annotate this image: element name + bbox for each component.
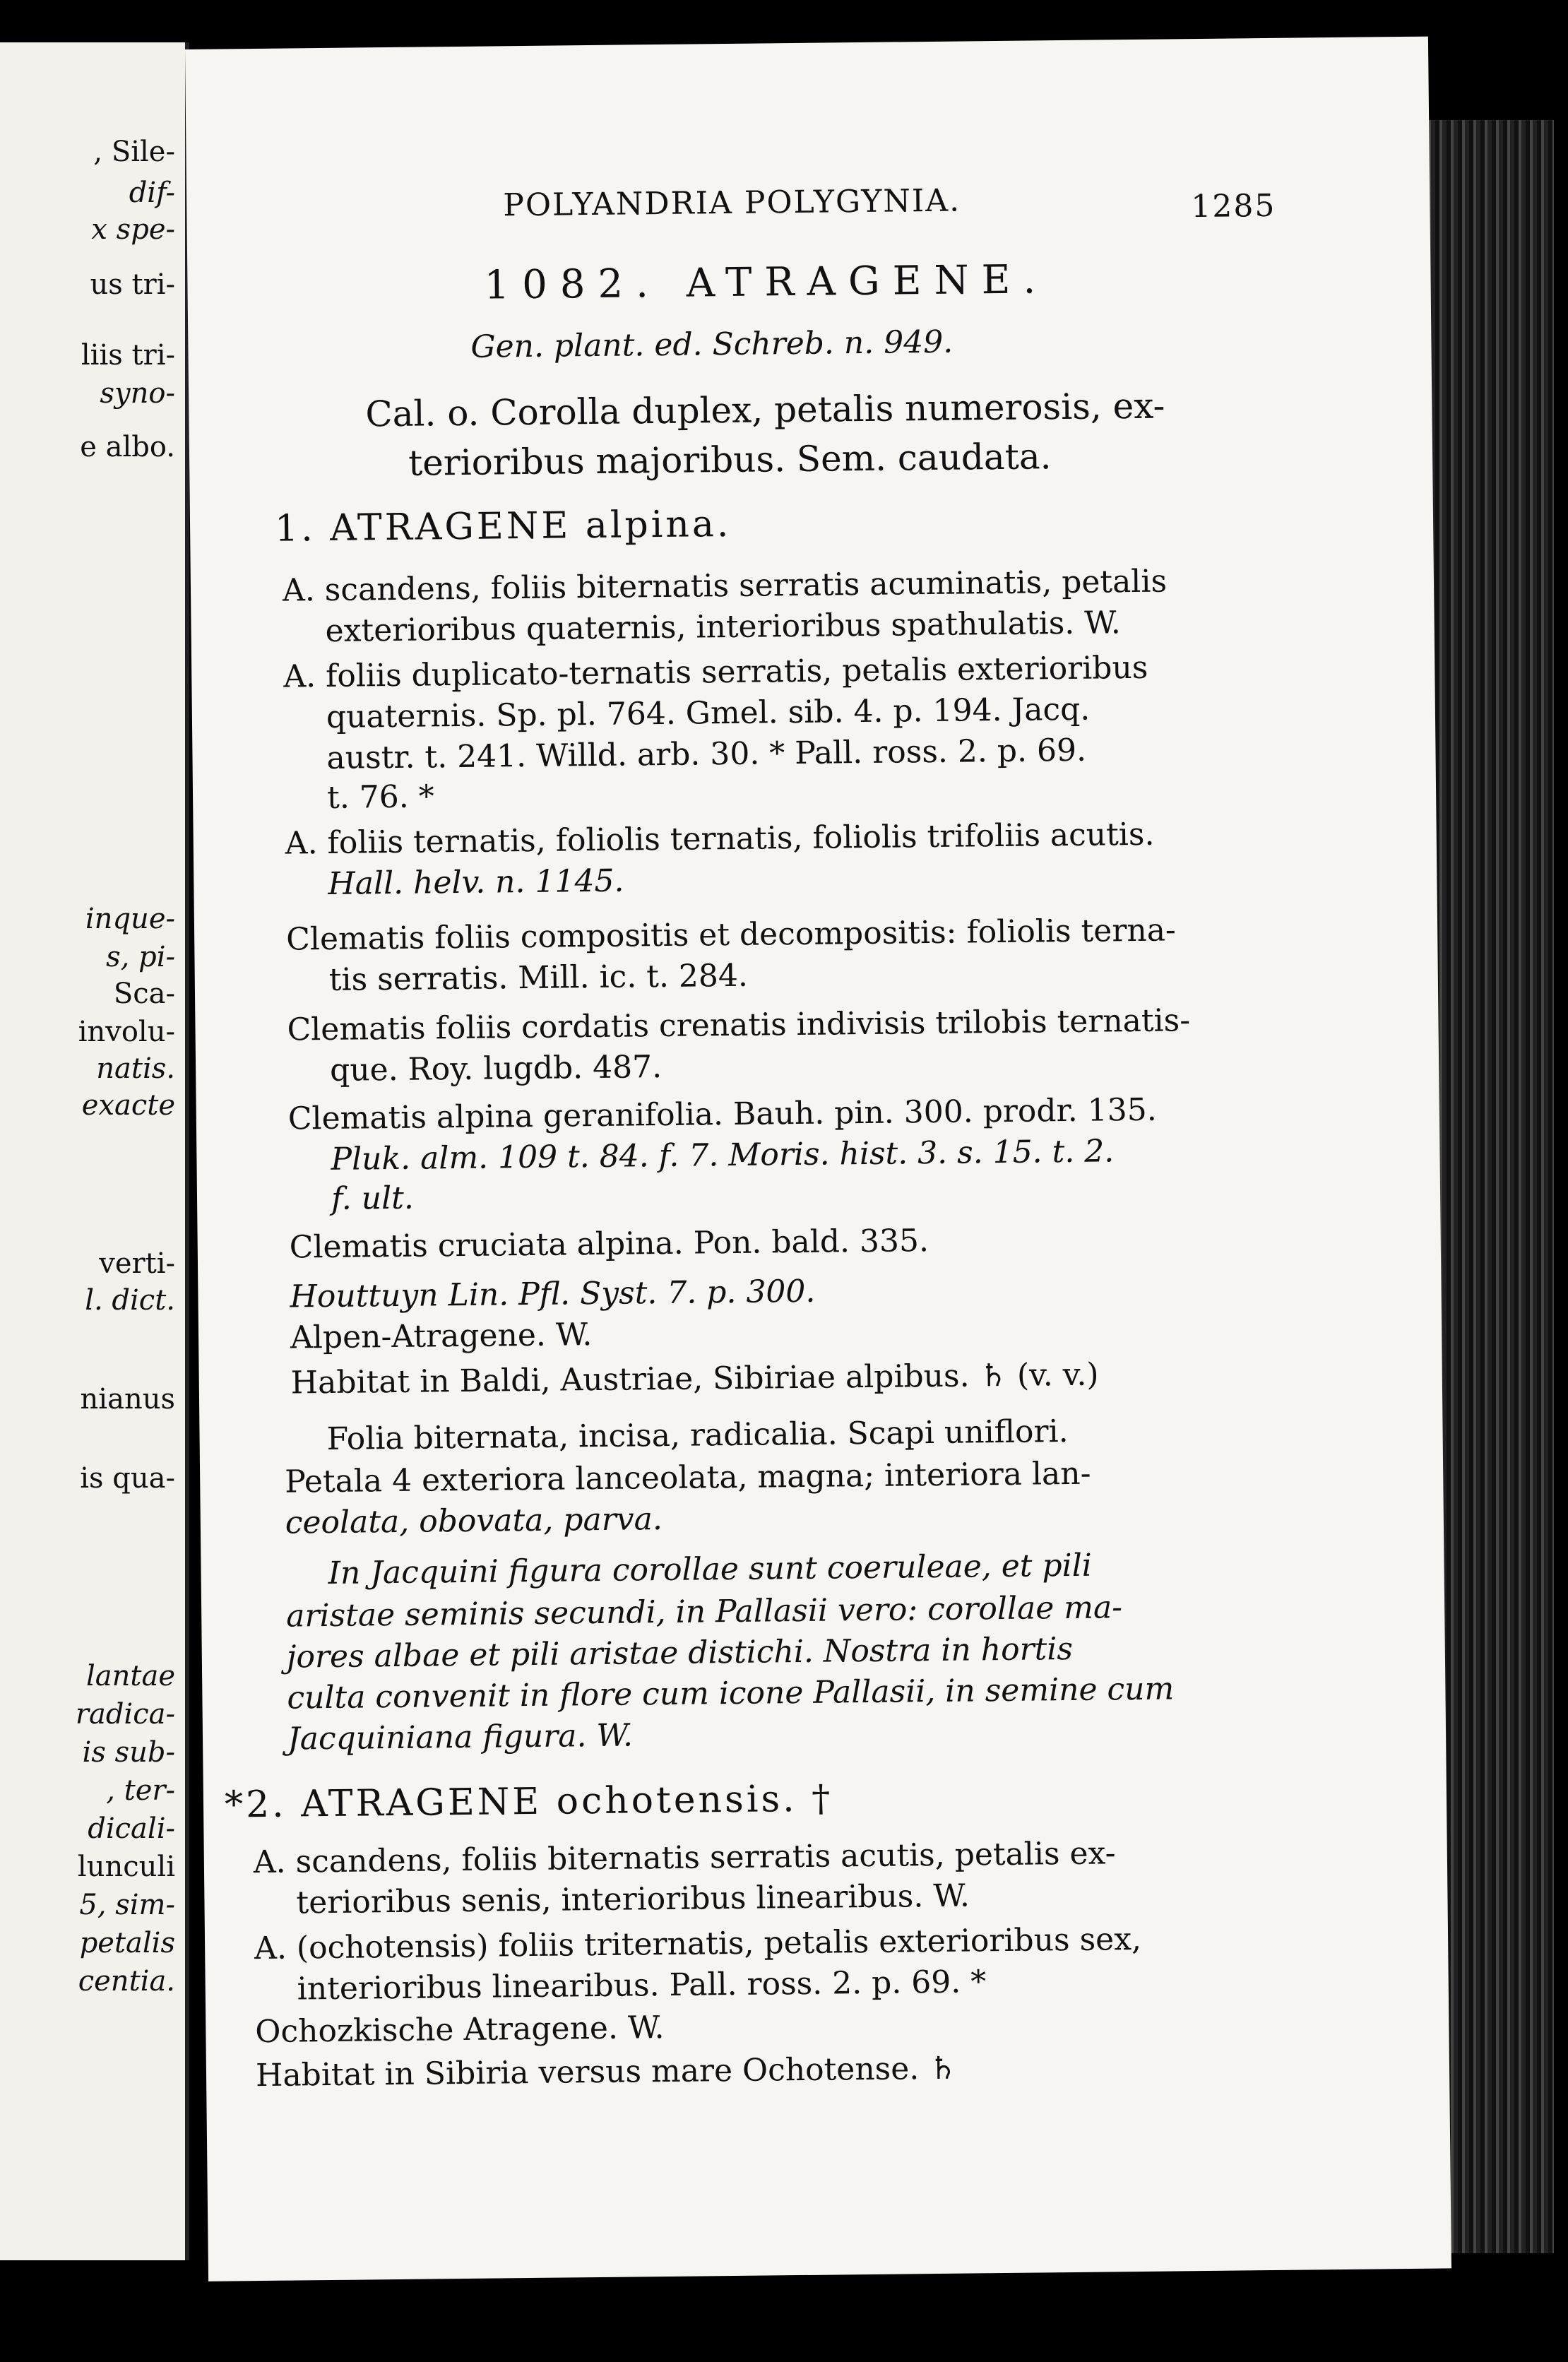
text-line: Houttuyn Lin. Pfl. Syst. 7. p. 300. <box>290 1273 816 1315</box>
text-line: In Jacquini figura corollae sunt coeruleae, et pili <box>328 1547 1093 1591</box>
text-line: Ochozkische Atragene. W. <box>255 2010 665 2051</box>
left-line: liis tri- <box>81 339 175 372</box>
species-heading: 1. ATRAGENE alpina. <box>274 502 732 550</box>
text-line: A. foliis ternatis, foliolis ternatis, foliolis trifoliis acutis. <box>285 816 1155 862</box>
left-line: petalis <box>79 1927 175 1959</box>
page-number: 1285 <box>1191 187 1276 225</box>
text-line: austr. t. 241. Willd. arb. 30. * Pall. ross. 2. p. 69. <box>326 732 1087 776</box>
previous-page-fragment <box>0 42 189 2260</box>
genus-character: Cal. o. Corolla duplex, petalis numerosis, ex- <box>365 385 1165 435</box>
left-line: Sca- <box>113 978 175 1010</box>
text-line: f. ult. <box>331 1180 415 1217</box>
left-line: , Sile- <box>93 136 175 168</box>
left-line: lantae <box>86 1660 175 1692</box>
left-line: nianus <box>80 1383 175 1416</box>
left-line: x spe- <box>91 213 175 246</box>
text-line: terioribus senis, interioribus linearibus. W. <box>296 1877 970 1921</box>
left-line: inque- <box>85 903 175 935</box>
text-line: Clematis cruciata alpina. Pon. bald. 335. <box>289 1223 929 1266</box>
left-line: e albo. <box>80 431 175 463</box>
text-line: exterioribus quaternis, interioribus spathulatis. W. <box>325 605 1122 649</box>
text-line: A. scandens, foliis biternatis serratis acutis, petalis ex- <box>253 1835 1116 1881</box>
left-line: involu- <box>78 1016 175 1048</box>
genus-reference: Gen. plant. ed. Schreb. n. 949. <box>470 324 954 365</box>
text-line: Hall. helv. n. 1145. <box>328 862 624 902</box>
left-line: dif- <box>129 177 175 209</box>
text-line: Habitat in Sibiria versus mare Ochotense. ♄ <box>255 2050 957 2094</box>
left-line: syno- <box>100 377 175 410</box>
left-line: exacte <box>81 1089 175 1122</box>
text-line: quaternis. Sp. pl. 764. Gmel. sib. 4. p. 194. Jacq. <box>326 691 1091 735</box>
text-line: A. foliis duplicato-ternatis serratis, petalis exterioribus <box>283 649 1148 695</box>
left-line: s, pi- <box>106 941 175 973</box>
text-line: Pluk. alm. 109 t. 84. f. 7. Moris. hist. 3. s. 15. t. 2. <box>331 1133 1115 1177</box>
text-line: Habitat in Baldi, Austriae, Sibiriae alpibus. ♄ (v. v.) <box>290 1356 1099 1401</box>
text-line: culta convenit in flore cum icone Pallasii, in semine cum <box>287 1670 1175 1716</box>
text-line: Clematis foliis compositis et decompositis: foliolis terna- <box>285 912 1177 958</box>
book-page <box>185 37 1451 2281</box>
genus-character: terioribus majoribus. Sem. caudata. <box>408 436 1052 484</box>
text-line: ceolata, obovata, parva. <box>285 1501 663 1541</box>
running-title: POLYANDRIA POLYGYNIA. <box>503 182 961 224</box>
left-line: 5, sim- <box>79 1889 175 1921</box>
text-line: Clematis alpina geranifolia. Bauh. pin. 300. prodr. 135. <box>287 1091 1157 1137</box>
left-line: is sub- <box>82 1736 175 1769</box>
left-line: l. dict. <box>85 1284 175 1317</box>
text-line: interioribus linearibus. Pall. ross. 2. p. 69. * <box>297 1964 987 2007</box>
left-line: dicali- <box>88 1812 175 1845</box>
species-heading: *2. ATRAGENE ochotensis. † <box>224 1777 833 1827</box>
text-line: Folia biternata, incisa, radicalia. Scapi uniflori. <box>326 1413 1069 1458</box>
left-line: radica- <box>75 1698 175 1731</box>
left-line: natis. <box>96 1052 175 1085</box>
text-line: tis serratis. Mill. ic. t. 284. <box>328 957 749 998</box>
left-line: centia. <box>78 1965 175 1998</box>
text-line: t. 76. * <box>326 778 434 816</box>
text-line: Jacquiniana figura. W. <box>287 1717 634 1757</box>
left-line: , ter- <box>106 1774 175 1807</box>
left-line: verti- <box>99 1247 175 1280</box>
text-line: aristae seminis secundi, in Pallasii vero: corollae ma- <box>285 1589 1123 1634</box>
text-line: A. (ochotensis) foliis triternatis, petalis exterioribus sex, <box>254 1921 1142 1967</box>
text-line: Alpen-Atragene. W. <box>290 1317 593 1356</box>
text-line: que. Roy. lugdb. 487. <box>329 1049 663 1088</box>
genus-heading: 1082. ATRAGENE. <box>484 256 1049 309</box>
left-line: lunculi <box>77 1851 175 1883</box>
text-line: jores albae et pili aristae distichi. Nostra in hortis <box>286 1630 1074 1675</box>
left-line: is qua- <box>80 1462 175 1495</box>
text-line: Petala 4 exteriora lanceolata, magna; interiora lan- <box>284 1455 1091 1500</box>
text-line: Clematis foliis cordatis crenatis indivisis trilobis ternatis- <box>287 1002 1191 1048</box>
left-line: us tri- <box>90 268 175 301</box>
text-line: A. scandens, foliis biternatis serratis acuminatis, petalis <box>282 563 1168 609</box>
